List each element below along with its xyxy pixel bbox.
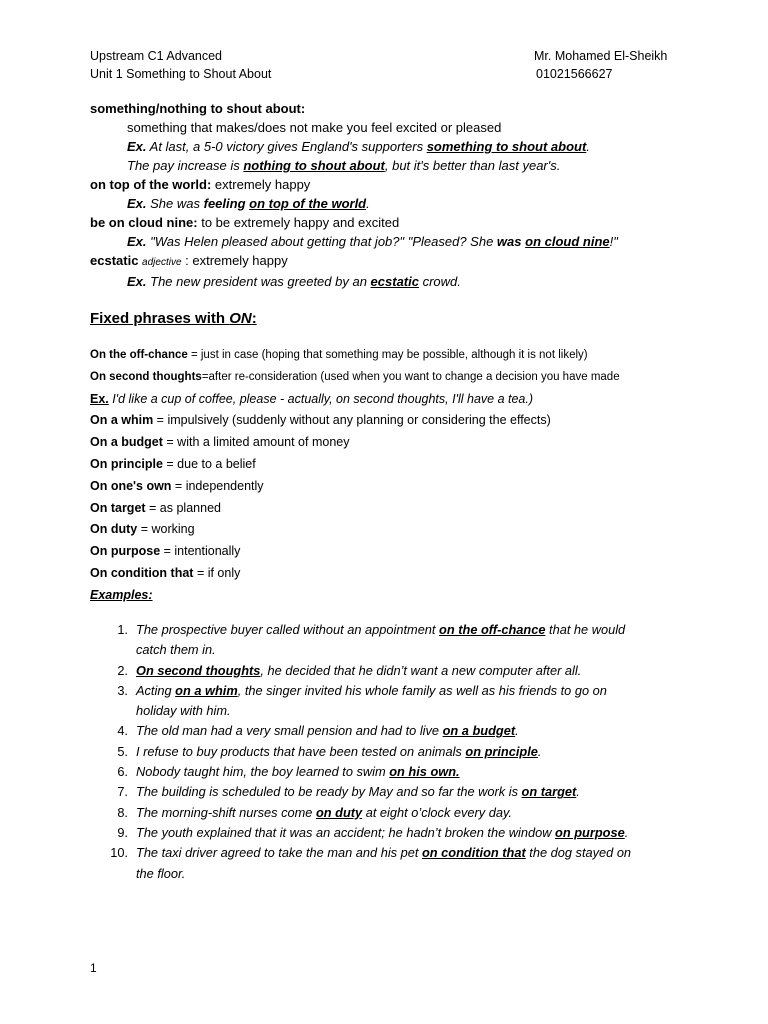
example-text: The morning-shift nurses come bbox=[136, 804, 316, 820]
example-text: The prospective buyer called without an appointment bbox=[136, 622, 440, 637]
example-text: that he would bbox=[545, 622, 626, 637]
example-item bbox=[100, 681, 700, 722]
example-number: 4. bbox=[117, 723, 128, 739]
example-answer: on principle bbox=[465, 743, 538, 759]
phrase-definition: = if only bbox=[193, 565, 241, 580]
example-item bbox=[100, 803, 700, 823]
example-text: The old man had a very small pension and had to live bbox=[136, 723, 443, 739]
example-text: The pay increase is bbox=[127, 158, 244, 173]
example-answer: on condition that bbox=[421, 845, 526, 861]
example-text: . bbox=[515, 723, 519, 739]
example-label: Ex. bbox=[127, 139, 147, 154]
example-item bbox=[100, 661, 700, 681]
example-text: The taxi driver agreed to take the man and his pet bbox=[136, 845, 422, 861]
phrase-term: On duty bbox=[90, 522, 138, 537]
idiom-term-row bbox=[90, 213, 710, 232]
idiom-example bbox=[90, 156, 710, 175]
fixed-phrases-list bbox=[90, 345, 730, 607]
phrase-definition: = as planned bbox=[145, 500, 221, 515]
example-continuation: holiday with him. bbox=[136, 703, 231, 719]
example-text: the dog stayed on bbox=[525, 845, 632, 861]
example-label: Ex. bbox=[127, 234, 147, 249]
phrase-row bbox=[90, 498, 730, 520]
idiom-term: on top of the world: bbox=[90, 177, 212, 192]
idiom-example bbox=[90, 137, 710, 156]
example-answer: on top of the world bbox=[249, 196, 367, 211]
example-text: . bbox=[537, 743, 542, 759]
examples-heading-row bbox=[90, 585, 730, 607]
idiom-example bbox=[90, 194, 710, 213]
example-answer: on his own. bbox=[389, 764, 460, 780]
idiom-definition: : extremely happy bbox=[181, 253, 288, 268]
phrase-term: On a whim bbox=[90, 413, 154, 428]
example-text: "Was Helen pleased about getting that job?" "Pleased? She bbox=[146, 234, 497, 249]
example-answer: on duty bbox=[315, 804, 363, 820]
idiom-definition: something that makes/does not make you feel excited or pleased bbox=[127, 120, 502, 135]
example-item bbox=[100, 721, 700, 741]
example-text: , he decided that he didn’t want a new computer after all. bbox=[260, 662, 582, 678]
example-text: !" bbox=[609, 234, 618, 249]
idiom-term-row bbox=[90, 99, 710, 118]
example-item bbox=[100, 742, 700, 762]
example-text: . bbox=[366, 196, 370, 211]
example-text: . bbox=[586, 139, 590, 154]
phrase-definition: = due to a belief bbox=[162, 456, 256, 471]
example-answer: on target bbox=[521, 784, 577, 800]
teacher-name: Mr. Mohamed El-Sheikh bbox=[534, 49, 668, 63]
phrase-row bbox=[90, 563, 730, 585]
header-right bbox=[534, 47, 667, 83]
example-item bbox=[100, 843, 700, 884]
example-item bbox=[100, 620, 700, 661]
example-answer: on a budget bbox=[442, 723, 516, 739]
examples-list bbox=[100, 620, 700, 884]
phrase-row bbox=[90, 519, 730, 541]
example-number: 5. bbox=[117, 743, 128, 759]
example-number: 1. bbox=[117, 622, 128, 637]
example-text: at eight o’clock every day. bbox=[362, 804, 512, 820]
phrase-term: On the off-chance bbox=[90, 349, 188, 361]
heading-text: Fixed phrases with bbox=[90, 310, 230, 327]
phrase-example: I'd like a cup of coffee, please - actually, on second thoughts, I'll have a tea.) bbox=[108, 391, 534, 406]
example-answer: on purpose bbox=[555, 824, 625, 840]
example-answer: On second thoughts bbox=[136, 662, 261, 678]
example-text: crowd. bbox=[418, 274, 461, 289]
phrase-row bbox=[90, 541, 730, 563]
phrase-row bbox=[90, 432, 730, 454]
example-answer: on a whim bbox=[175, 682, 238, 698]
phrase-term: On a budget bbox=[90, 435, 163, 450]
example-keyword: feeling bbox=[203, 196, 246, 211]
example-number: 6. bbox=[117, 764, 128, 780]
phrase-term: On target bbox=[90, 500, 146, 515]
example-text: The new president was greeted by an bbox=[146, 274, 371, 289]
example-answer: something to shout about bbox=[426, 139, 587, 154]
idiom-term-row bbox=[90, 251, 710, 272]
page-number: 1 bbox=[90, 961, 97, 975]
example-item bbox=[100, 782, 700, 802]
example-text: Nobody taught him, the boy learned to swim bbox=[136, 764, 390, 780]
section-heading bbox=[90, 310, 257, 327]
example-label: Ex. bbox=[90, 391, 109, 406]
phrase-definition: = intentionally bbox=[160, 544, 241, 559]
example-number: 8. bbox=[117, 804, 128, 820]
heading-text: : bbox=[251, 310, 257, 327]
phrase-term: On purpose bbox=[90, 544, 161, 559]
example-text: Acting bbox=[136, 682, 176, 698]
example-number: 7. bbox=[117, 784, 128, 800]
phrase-definition: = with a limited amount of money bbox=[162, 435, 350, 450]
example-text: She was bbox=[146, 196, 204, 211]
idiom-term: ecstatic bbox=[90, 253, 139, 268]
example-item bbox=[100, 762, 700, 782]
idiom-term-row bbox=[90, 175, 710, 194]
heading-keyword: ON bbox=[229, 310, 252, 327]
example-item bbox=[100, 823, 700, 843]
example-text: The building is scheduled to be ready by May and so far the work is bbox=[136, 784, 522, 800]
phrase-definition: = working bbox=[137, 522, 195, 537]
idiom-definition: extremely happy bbox=[211, 177, 311, 192]
example-answer: ecstatic bbox=[370, 274, 419, 289]
example-text: The youth explained that it was an accident; he hadn’t broken the window bbox=[136, 824, 556, 840]
idiom-example bbox=[90, 272, 710, 291]
idiom-term: something/nothing to shout about: bbox=[90, 101, 306, 116]
example-number: 9. bbox=[117, 824, 128, 840]
example-text: . bbox=[576, 784, 580, 800]
example-number: 2. bbox=[117, 662, 128, 678]
phrase-definition: = impulsively (suddenly without any planning or considering the effects) bbox=[153, 413, 551, 428]
example-text: , but it's better than last year's. bbox=[384, 158, 561, 173]
phrase-definition: = just in case (hoping that something may be possible, although it is not likely) bbox=[187, 349, 588, 361]
phrase-row bbox=[90, 454, 730, 476]
example-label: Ex. bbox=[127, 274, 147, 289]
phrase-definition: =after re-consideration (used when you want to change a decision you have made bbox=[201, 370, 620, 383]
header-left bbox=[90, 47, 271, 83]
example-number: 3. bbox=[117, 682, 128, 698]
phrase-row bbox=[90, 476, 730, 498]
example-number: 10. bbox=[110, 845, 128, 861]
phrase-definition: = independently bbox=[171, 478, 264, 493]
phrase-term: On one's own bbox=[90, 478, 172, 493]
example-label: Ex. bbox=[127, 196, 147, 211]
idiom-example bbox=[90, 232, 710, 251]
example-keyword: was bbox=[496, 234, 522, 249]
unit-title: Unit 1 Something to Shout About bbox=[90, 67, 272, 81]
idiom-term: be on cloud nine: bbox=[90, 215, 198, 230]
example-text: , the singer invited his whole family as well as his friends to go on bbox=[237, 682, 607, 698]
idioms-section bbox=[90, 99, 710, 291]
phrase-example-row bbox=[90, 389, 730, 411]
phrase-term: On second thoughts bbox=[90, 370, 202, 383]
phrase-row bbox=[90, 410, 730, 432]
examples-heading: Examples: bbox=[90, 587, 153, 602]
part-of-speech: adjective bbox=[142, 257, 182, 268]
idiom-definition: to be extremely happy and excited bbox=[197, 215, 400, 230]
teacher-phone: 01021566627 bbox=[536, 67, 613, 81]
example-continuation: the floor. bbox=[136, 865, 186, 881]
phrase-term: On principle bbox=[90, 456, 163, 471]
example-answer: nothing to shout about bbox=[243, 158, 385, 173]
phrase-row bbox=[90, 345, 730, 367]
course-title: Upstream C1 Advanced bbox=[90, 49, 223, 63]
example-answer: on the off-chance bbox=[439, 622, 546, 637]
example-text: At last, a 5-0 victory gives England's supporters bbox=[146, 139, 427, 154]
example-text: I refuse to buy products that have been tested on animals bbox=[136, 743, 466, 759]
example-text: . bbox=[624, 824, 629, 840]
example-continuation: catch them in. bbox=[136, 642, 216, 658]
example-answer: on cloud nine bbox=[525, 234, 610, 249]
phrase-term: On condition that bbox=[90, 565, 194, 580]
phrase-row bbox=[90, 367, 730, 389]
